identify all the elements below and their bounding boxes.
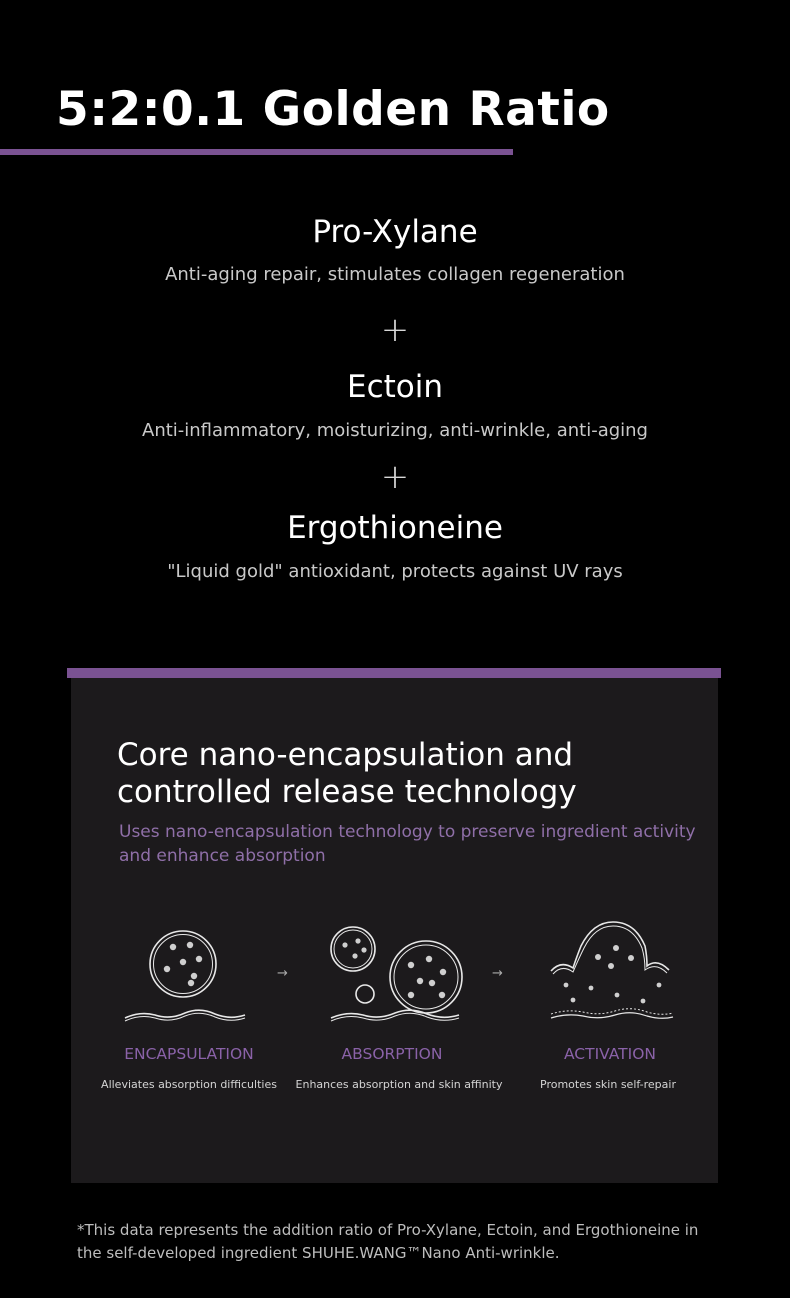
title-underline bbox=[0, 149, 513, 155]
plus-icon: + bbox=[380, 310, 410, 350]
ingredient-name-pro-xylane: Pro-Xylane bbox=[312, 214, 478, 250]
step-title-encapsulation: ENCAPSULATION bbox=[124, 1045, 254, 1063]
ingredient-desc-pro-xylane: Anti-aging repair, stimulates collagen regeneration bbox=[165, 264, 625, 285]
absorption-icon bbox=[325, 925, 465, 1025]
arrow-right-icon: → bbox=[492, 966, 503, 981]
ingredient-name-ectoin: Ectoin bbox=[346, 369, 443, 405]
step-desc-absorption: Enhances absorption and skin affinity bbox=[295, 1078, 503, 1091]
ingredient-desc-ergothioneine: "Liquid gold" antioxidant, protects against UV rays bbox=[167, 561, 623, 582]
step-title-activation: ACTIVATION bbox=[563, 1045, 657, 1063]
technology-title: Core nano-encapsulation and controlled release technology bbox=[117, 737, 577, 810]
ingredient-name-ergothioneine: Ergothioneine bbox=[287, 510, 503, 546]
activation-icon bbox=[543, 918, 678, 1023]
plus-icon: + bbox=[380, 457, 410, 497]
step-desc-encapsulation: Alleviates absorption difficulties bbox=[101, 1078, 277, 1091]
technology-subtitle: Uses nano-encapsulation technology to preserve ingredient activity and enhance absorption bbox=[119, 822, 696, 866]
encapsulation-icon bbox=[120, 925, 250, 1025]
footnote: *This data represents the addition ratio of Pro-Xylane, Ectoin, and Ergothioneine in the self-developed ingredient SHUHE.WANG™Nano Anti-wrinkle. bbox=[77, 1221, 699, 1262]
page-title: 5:2:0.1 Golden Ratio bbox=[56, 82, 610, 137]
arrow-right-icon: → bbox=[277, 966, 288, 981]
card-top-bar bbox=[67, 668, 721, 678]
step-desc-activation: Promotes skin self-repair bbox=[540, 1078, 676, 1091]
ingredient-desc-ectoin: Anti-inflammatory, moisturizing, anti-wrinkle, anti-aging bbox=[142, 420, 648, 441]
step-title-absorption: ABSORPTION bbox=[341, 1045, 443, 1063]
